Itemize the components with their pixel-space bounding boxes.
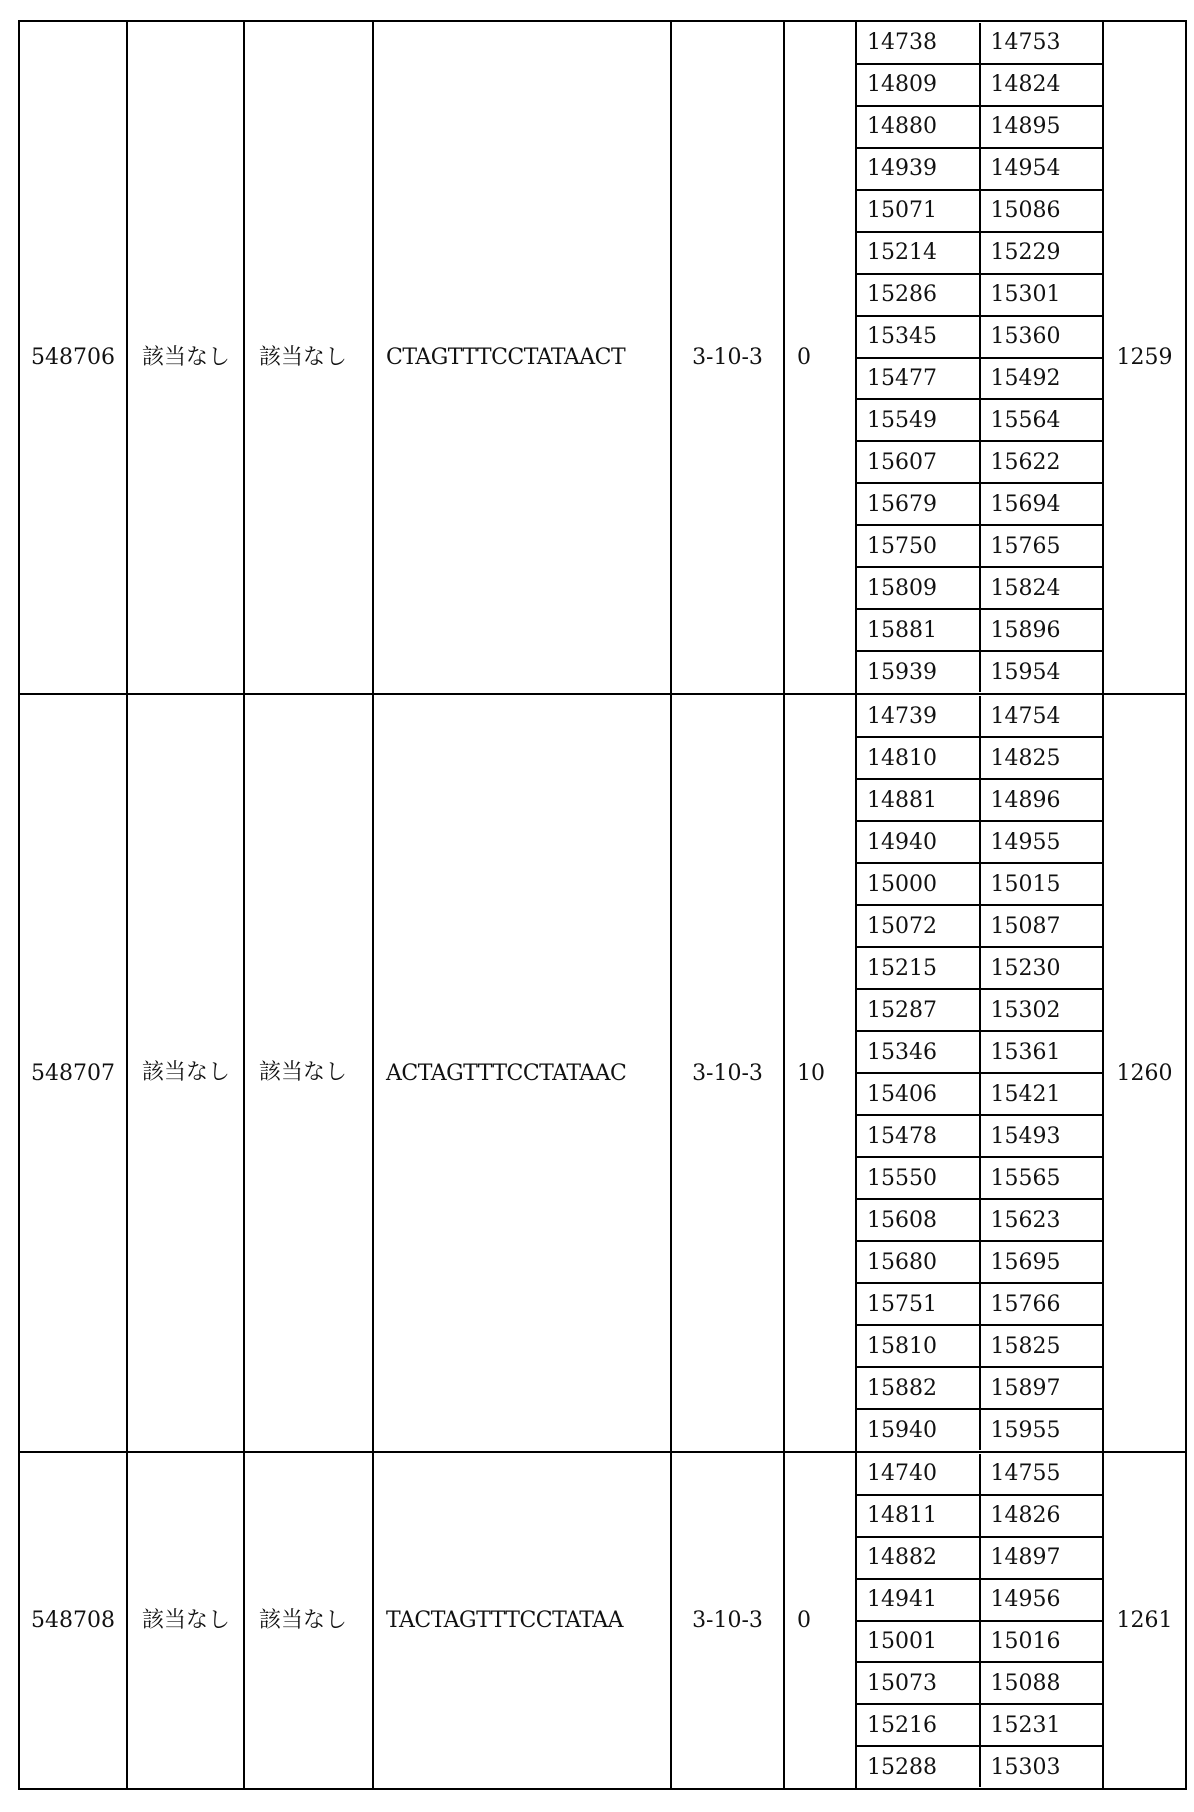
site-stop: 14897 <box>980 1537 1103 1579</box>
target-sites-table <box>857 23 1102 692</box>
site-stop: 15954 <box>990 659 1061 685</box>
site-stop: 14954 <box>980 148 1103 190</box>
site-stop: 15361 <box>980 1031 1103 1073</box>
site-row <box>857 525 1102 567</box>
site-start: 14940 <box>857 821 980 863</box>
site-start: 14939 <box>857 148 980 190</box>
site-row <box>857 696 1102 737</box>
site-start: 15216 <box>857 1704 980 1746</box>
site-row <box>857 737 1102 779</box>
target-sites-cell <box>856 21 1103 694</box>
site-row <box>857 567 1102 609</box>
site-row <box>857 821 1102 863</box>
site-start: 15477 <box>857 358 980 400</box>
site-row <box>857 1495 1102 1537</box>
site-row <box>857 1704 1102 1746</box>
site-row <box>857 232 1102 274</box>
site-row <box>857 989 1102 1031</box>
site-row <box>857 863 1102 905</box>
target-sites-table <box>857 1454 1102 1787</box>
motif-cell: 3-10-3 <box>671 21 784 694</box>
site-stop: 15229 <box>980 232 1103 274</box>
site-stop: 15231 <box>980 1704 1103 1746</box>
site-row <box>857 1031 1102 1073</box>
target-sites-cell <box>856 694 1103 1452</box>
site-start: 15073 <box>857 1662 980 1704</box>
site-start: 14811 <box>857 1495 980 1537</box>
site-row <box>857 1621 1102 1663</box>
site-start: 14941 <box>857 1579 980 1621</box>
site-stop: 14755 <box>980 1454 1103 1495</box>
site-start: 15345 <box>857 316 980 358</box>
site-stop: 15303 <box>990 1754 1061 1780</box>
site-stop: 15492 <box>980 358 1103 400</box>
site-row <box>857 947 1102 989</box>
site-stop: 15421 <box>980 1073 1103 1115</box>
site-start: 14881 <box>857 779 980 821</box>
site-stop: 14956 <box>980 1579 1103 1621</box>
site-start: 14740 <box>857 1454 980 1495</box>
site-start: 15940 <box>857 1409 980 1450</box>
seq-id-cell: 1260 <box>1103 694 1186 1452</box>
motif-cell: 3-10-3 <box>671 694 784 1452</box>
sequence-cell: ACTAGTTTCCTATAAC <box>373 694 671 1452</box>
site-stop: 14896 <box>980 779 1103 821</box>
site-start: 15680 <box>857 1241 980 1283</box>
site-row <box>857 651 1102 692</box>
sequence-cell: CTAGTTTCCTATAACT <box>373 21 671 694</box>
site-row <box>857 779 1102 821</box>
site-row <box>857 1662 1102 1704</box>
col-a-cell: 該当なし <box>127 694 244 1452</box>
site-row <box>857 23 1102 64</box>
site-start: 15608 <box>857 1199 980 1241</box>
compound-id-cell: 548708 <box>19 1452 127 1789</box>
site-stop: 15824 <box>980 567 1103 609</box>
site-start: 14738 <box>857 23 980 64</box>
table-row <box>19 1452 1186 1789</box>
table-row <box>19 21 1186 694</box>
site-row <box>857 1157 1102 1199</box>
site-stop: 15301 <box>980 274 1103 316</box>
site-start: 15750 <box>857 525 980 567</box>
site-row <box>857 148 1102 190</box>
site-stop: 15622 <box>980 441 1103 483</box>
site-row <box>857 1283 1102 1325</box>
site-start: 15939 <box>857 651 980 692</box>
col-b-cell: 該当なし <box>244 1452 373 1789</box>
sequence-table <box>18 20 1187 1790</box>
site-start: 15679 <box>857 483 980 525</box>
site-stop: 15564 <box>980 399 1103 441</box>
site-row <box>857 1454 1102 1495</box>
site-start: 15882 <box>857 1367 980 1409</box>
seq-id-cell: 1261 <box>1103 1452 1186 1789</box>
site-row <box>857 1746 1102 1787</box>
site-stop: 14824 <box>980 64 1103 106</box>
site-start: 15809 <box>857 567 980 609</box>
site-row <box>857 316 1102 358</box>
site-row <box>857 905 1102 947</box>
site-row <box>857 64 1102 106</box>
motif-cell: 3-10-3 <box>671 1452 784 1789</box>
site-stop: 15897 <box>980 1367 1103 1409</box>
site-stop: 15896 <box>980 609 1103 651</box>
site-row <box>857 1367 1102 1409</box>
site-row <box>857 1579 1102 1621</box>
site-row <box>857 1073 1102 1115</box>
site-stop: 15694 <box>980 483 1103 525</box>
site-start: 14882 <box>857 1537 980 1579</box>
site-row <box>857 1325 1102 1367</box>
site-stop: 14895 <box>980 106 1103 148</box>
site-stop: 15015 <box>980 863 1103 905</box>
site-stop: 15565 <box>980 1157 1103 1199</box>
target-sites-table <box>857 696 1102 1450</box>
col-b-cell: 該当なし <box>244 21 373 694</box>
target-sites-cell <box>856 1452 1103 1789</box>
site-start: 15072 <box>857 905 980 947</box>
chem-cell: 0 <box>784 21 856 694</box>
compound-id-cell: 548707 <box>19 694 127 1452</box>
site-start: 14809 <box>857 64 980 106</box>
site-stop: 15360 <box>980 316 1103 358</box>
site-start: 15607 <box>857 441 980 483</box>
site-start: 15215 <box>857 947 980 989</box>
site-stop: 14826 <box>980 1495 1103 1537</box>
site-row <box>857 190 1102 232</box>
site-start: 15214 <box>857 232 980 274</box>
site-start: 14739 <box>857 696 980 737</box>
site-stop: 14754 <box>980 696 1103 737</box>
col-a-cell: 該当なし <box>127 21 244 694</box>
site-start: 15000 <box>857 863 980 905</box>
site-stop: 15765 <box>980 525 1103 567</box>
site-stop: 14753 <box>980 23 1103 64</box>
site-stop: 15088 <box>980 1662 1103 1704</box>
site-row <box>857 1409 1102 1450</box>
site-row <box>857 274 1102 316</box>
site-row <box>857 1537 1102 1579</box>
site-start: 15288 <box>857 1746 980 1787</box>
site-stop: 15086 <box>980 190 1103 232</box>
site-start: 15549 <box>857 399 980 441</box>
site-start: 15550 <box>857 1157 980 1199</box>
site-start: 15810 <box>857 1325 980 1367</box>
col-b-cell: 該当なし <box>244 694 373 1452</box>
seq-id-cell: 1259 <box>1103 21 1186 694</box>
site-start: 15881 <box>857 609 980 651</box>
chem-cell: 0 <box>784 1452 856 1789</box>
site-stop: 15087 <box>980 905 1103 947</box>
site-row <box>857 358 1102 400</box>
sequence-cell: TACTAGTTTCCTATAA <box>373 1452 671 1789</box>
site-stop: 15955 <box>990 1417 1061 1443</box>
site-stop: 15695 <box>980 1241 1103 1283</box>
chem-cell: 10 <box>784 694 856 1452</box>
site-row <box>857 441 1102 483</box>
compound-id-cell: 548706 <box>19 21 127 694</box>
site-stop: 15623 <box>980 1199 1103 1241</box>
site-row <box>857 1199 1102 1241</box>
site-start: 15478 <box>857 1115 980 1157</box>
site-stop: 15825 <box>980 1325 1103 1367</box>
site-start: 15751 <box>857 1283 980 1325</box>
site-stop: 14825 <box>980 737 1103 779</box>
site-stop: 15493 <box>980 1115 1103 1157</box>
site-row <box>857 483 1102 525</box>
site-start: 15001 <box>857 1621 980 1663</box>
site-stop: 15302 <box>980 989 1103 1031</box>
site-start: 15406 <box>857 1073 980 1115</box>
site-row <box>857 399 1102 441</box>
site-start: 14810 <box>857 737 980 779</box>
site-row <box>857 106 1102 148</box>
site-stop: 14955 <box>980 821 1103 863</box>
site-start: 15071 <box>857 190 980 232</box>
site-stop: 15230 <box>980 947 1103 989</box>
site-row <box>857 1241 1102 1283</box>
site-start: 15286 <box>857 274 980 316</box>
site-stop: 15766 <box>980 1283 1103 1325</box>
site-start: 14880 <box>857 106 980 148</box>
col-a-cell: 該当なし <box>127 1452 244 1789</box>
site-start: 15346 <box>857 1031 980 1073</box>
table-row <box>19 694 1186 1452</box>
site-row <box>857 609 1102 651</box>
site-stop: 15016 <box>980 1621 1103 1663</box>
site-start: 15287 <box>857 989 980 1031</box>
site-row <box>857 1115 1102 1157</box>
